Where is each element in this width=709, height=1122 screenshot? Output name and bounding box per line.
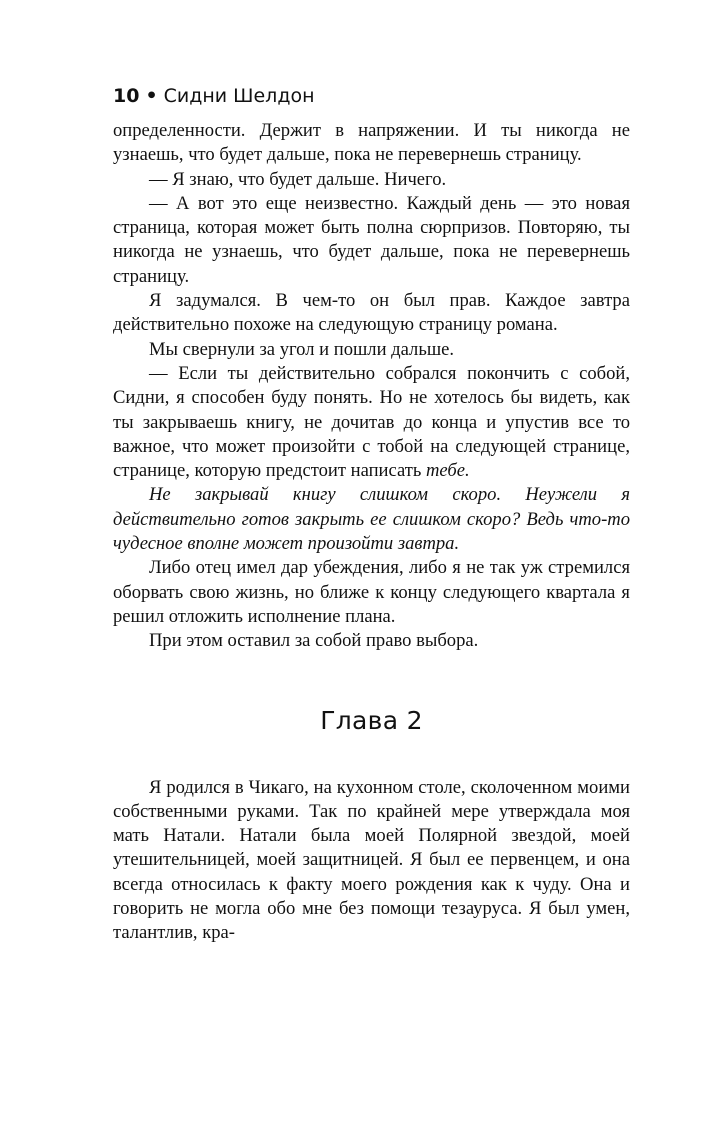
header-separator: • (145, 85, 158, 107)
paragraph: Я задумался. В чем-то он был прав. Каждое завтра действительно похоже на следующую страницу романа. (113, 290, 630, 336)
book-page (113, 84, 630, 946)
paragraph: Мы свернули за угол и пошли дальше. (149, 338, 455, 360)
italic-thought: Не закрывай книгу слишком скоро. Неужели я действительно готов закрыть ее слишком скоро? Ведь что-то чудесное вполне может произойти завтра. (113, 484, 630, 555)
section-text (113, 119, 630, 654)
book-author: Сидни Шелдон (163, 85, 315, 107)
paragraph: Я родился в Чикаго, на кухонном столе, сколоченном моими собственными руками. Так по крайней мере утверждала моя мать Натали. Натали была моей Полярной звездой, моей утешительницей, моей защитницей. Я был ее первенцем, и она всегда относилась к факту моего рождения как к чуду. Она и говорить не могла обо мне без помощи тезауруса. Я был умен, талантлив, кра- (113, 776, 630, 944)
dialogue-line (113, 362, 630, 483)
running-head (113, 84, 630, 108)
paragraph-continuation: определенности. Держит в напряжении. И ты никогда не узнаешь, что будет дальше, пока не перевернешь страницу. (113, 120, 630, 166)
chapter-text (113, 776, 630, 946)
dialogue-line: — Я знаю, что будет дальше. Ничего. (149, 168, 447, 190)
emphasized-word: тебе. (426, 460, 470, 482)
paragraph: При этом оставил за собой право выбора. (149, 630, 479, 652)
dialogue-line: — А вот это еще неизвестно. Каждый день — это новая страница, которая может быть полна сюрпризов. Повторяю, ты никогда не узнаешь, что будет дальше, пока не перевернешь страницу. (113, 192, 630, 287)
dialogue-text: — Если ты действительно собрался покончить с собой, Сидни, я способен буду понять. Но не хотелось бы видеть, как ты закрываешь книгу, не дочитав до конца и упустив все то важное, что может произойти с тобой на следующей странице, странице, которую предстоит написать (113, 362, 630, 482)
chapter-title: Глава 2 (320, 705, 423, 735)
page-number: 10 (113, 85, 140, 107)
paragraph: Либо отец имел дар убеждения, либо я не так уж стремился оборвать свою жизнь, но ближе к концу следующего квартала я решил отложить исполнение плана. (113, 557, 630, 627)
